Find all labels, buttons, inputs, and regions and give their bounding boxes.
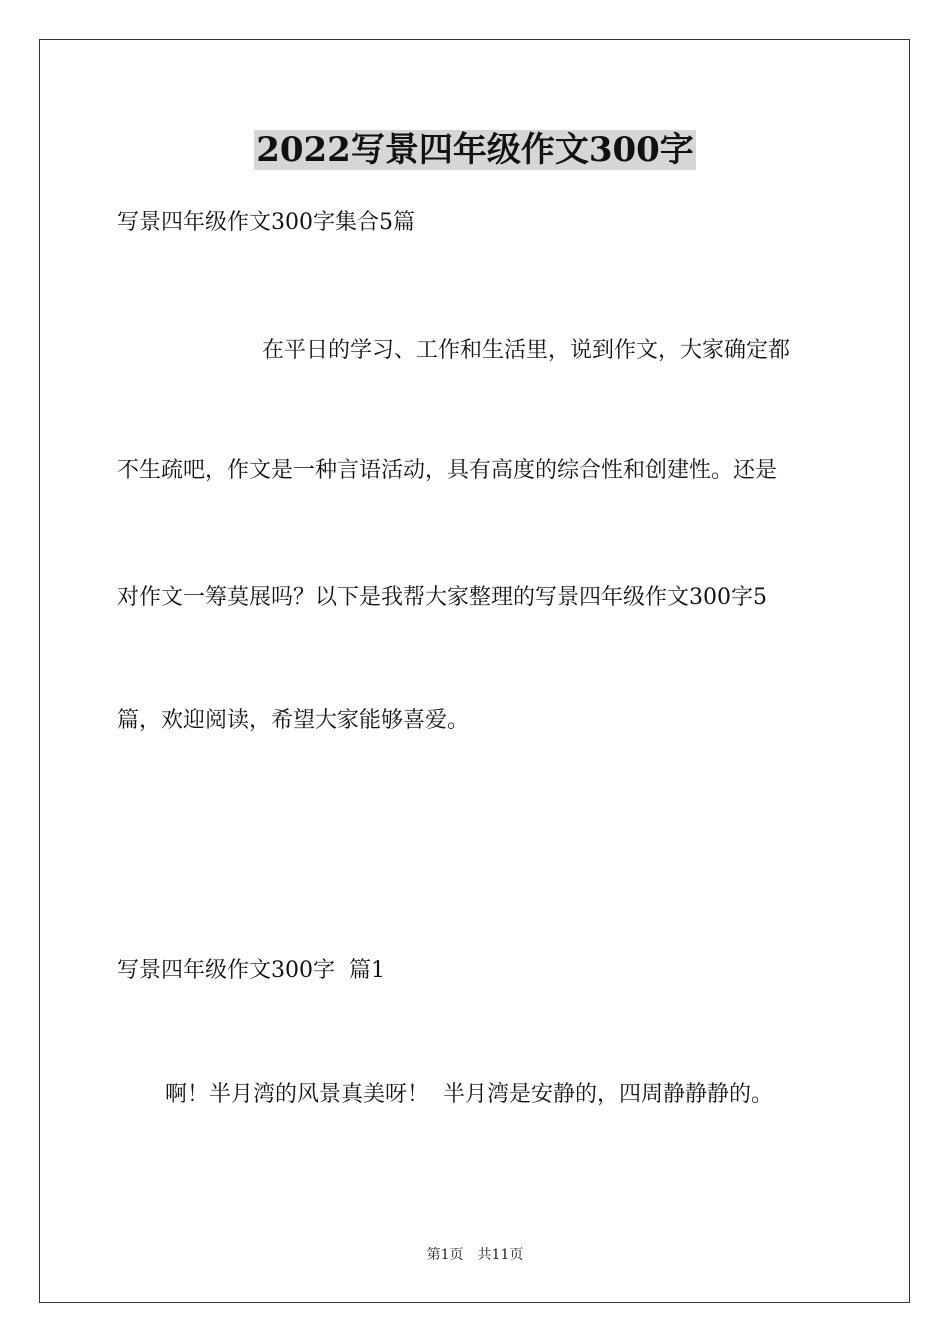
document-subtitle: 写景四年级作文300字集合5篇 (117, 210, 415, 235)
intro-paragraph-line: 篇，欢迎阅读，希望大家能够喜爱。 (117, 708, 470, 733)
intro-paragraph-line: 在平日的学习、工作和生活里，说到作文，大家确定都 (262, 338, 791, 363)
page-number-current: 第1页 (426, 1247, 464, 1263)
intro-paragraph-line: 不生疏吧，作文是一种言语活动，具有高度的综合性和创建性。还是 (117, 458, 778, 483)
section-heading: 写景四年级作文300字 篇1 (117, 958, 385, 983)
page-footer (0, 1245, 950, 1265)
page-number-total: 共11页 (477, 1247, 524, 1263)
section-paragraph-line: 啊！半月湾的风景真美呀！ 半月湾是安静的，四周静静静的。 (165, 1082, 773, 1107)
document-title (0, 128, 950, 172)
intro-paragraph-line: 对作文一筹莫展吗？以下是我帮大家整理的写景四年级作文300字5 (117, 585, 767, 610)
document-title-text: 2022写景四年级作文300字 (256, 130, 694, 170)
